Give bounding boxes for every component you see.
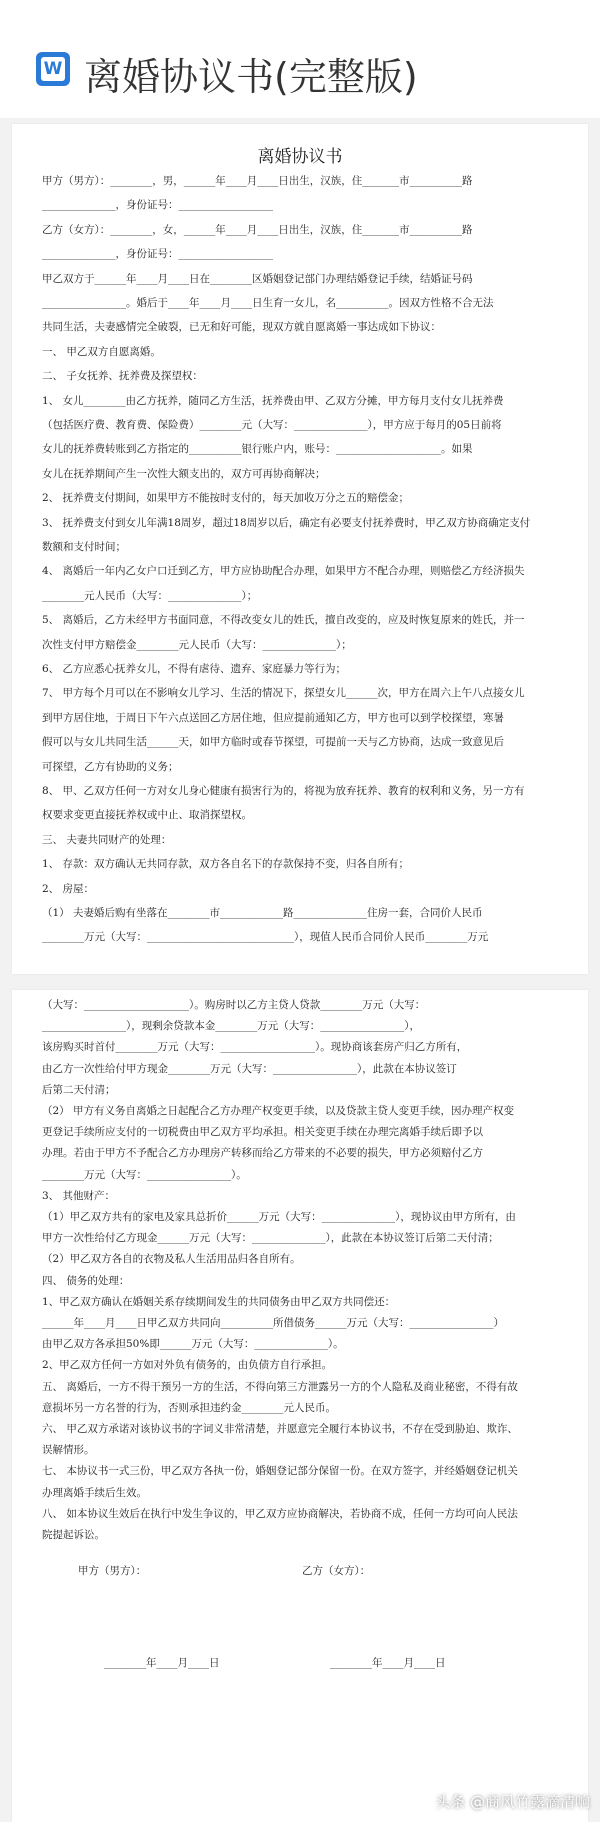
document-title: 离婚协议书 [257, 147, 343, 167]
word-icon: W [36, 52, 70, 86]
document-page-1 [12, 124, 588, 974]
document-line: （包括医疗费、教育费、保险费）________元（大写：______________），甲方应于每月的05日前将 [42, 419, 502, 431]
document-line: 2、 抚养费支付期间，如果甲方不能按时支付的，每天加收万分之五的赔偿金； [42, 492, 410, 505]
document-line: 4、 离婚后一年内乙女户口迁到乙方，甲方应协助配合办理，如果甲方不配合办理，则赔偿乙方经济损失 [42, 565, 525, 578]
document-line: 后第二天付清； [42, 1083, 116, 1096]
signature-date-b: ________年____月____日 [330, 1657, 446, 1669]
document-line: 二、 子女抚养、抚养费及探望权： [42, 370, 203, 383]
document-line: 院提起诉讼。 [42, 1529, 105, 1541]
document-line: ______________，身份证号：__________________ [42, 199, 273, 212]
document-line: 1、 女儿________由乙方抚养，随同乙方生活，抚养费由甲、乙双方分摊，甲方每月支付女儿抚养费 [42, 394, 504, 407]
document-line: ________万元（大写：________________）。 [42, 1168, 247, 1181]
document-line: （1）甲乙双方共有的家电及家具总折价______万元（大写：______________），现协议由甲方所有，由 [42, 1211, 516, 1223]
document-line: ______________，身份证号：__________________ [42, 248, 273, 261]
signature-date-a: ________年____月____日 [104, 1657, 220, 1669]
document-line: 1、 存款：双方确认无共同存款，双方各自名下的存款保持不变，归各自所有； [42, 858, 410, 871]
document-line: 数额和支付时间； [42, 541, 126, 553]
document-line: 权要求变更直接抚养权或中止、取消探望权。 [42, 809, 252, 822]
document-line: ________元人民币（大写：______________）； [42, 589, 258, 602]
document-line: 甲方（男方）：________，男，______年____月____日出生，汉族，住_______市__________路 [42, 175, 473, 187]
document-line: 乙方（女方）：________，女，______年____月____日出生，汉族，住_______市__________路 [42, 223, 473, 236]
document-line: ______年____月____日甲乙双方共同向__________所借债务______万元（大写：________________） [42, 1317, 504, 1329]
document-line: （2）甲乙双方各自的衣物及私人生活用品归各自所有。 [42, 1253, 301, 1266]
document-line: 次性支付甲方赔偿金________元人民币（大写：______________）； [42, 638, 352, 651]
document-line: 1、甲乙双方确认在婚姻关系存续期间发生的共同债务由甲乙双方共同偿还： [42, 1295, 396, 1308]
document-line: 7、 甲方每个月可以在不影响女儿学习、生活的情况下，探望女儿______次，甲方在周六上午八点接女儿 [42, 687, 525, 700]
document-line: 可探望，乙方有协助的义务； [42, 760, 179, 773]
document-line: 误解情形。 [42, 1444, 95, 1457]
document-line: 甲方一次性给付乙方现金______万元（大写：______________），此款在本协议签订后第二天付清； [42, 1232, 499, 1245]
document-line: 意损坏另一方名誉的行为，否则承担违约金________元人民币。 [42, 1401, 336, 1414]
document-line: 女儿的抚养费转账到乙方指定的__________银行账户内，账号：____________________。如果 [42, 443, 473, 456]
document-line: 办理离婚手续后生效。 [42, 1486, 147, 1499]
document-line: （1） 夫妻婚后购有坐落在________市____________路______________住房一套，合同价人民币 [42, 907, 483, 919]
document-line: 6、 乙方应悉心抚养女儿，不得有虐待、遗弃、家庭暴力等行为； [42, 663, 347, 675]
document-line: 五、 离婚后，一方不得干预另一方的生活，不得向第三方泄露另一方的个人隐私及商业秘密，不得有故 [42, 1380, 518, 1393]
document-line: 2、 房屋： [42, 882, 95, 895]
document-line: 由甲乙双方各承担50%即______万元（大写：______________）。 [42, 1338, 344, 1351]
document-line: 假可以与女儿共同生活______天，如甲方临时或春节探望，可提前一天与乙方协商，达成一致意见后 [42, 736, 504, 749]
header-title: 离婚协议书(完整版) [84, 55, 418, 99]
document-line: ________万元（大写：____________________________），现值人民币合同价人民币________万元 [42, 931, 489, 944]
document-line: 办理。若由于甲方不予配合乙方办理房产转移而给乙方带来的不必要的损失，甲方必须赔付乙方 [42, 1147, 483, 1160]
document-line: 5、 离婚后，乙方未经甲方书面同意，不得改变女儿的姓氏，擅自改变的，应及时恢复原来的姓氏，并一 [42, 614, 525, 627]
document-line: 七、 本协议书一式三份，甲乙双方各执一份，婚姻登记部分保留一份。在双方签字，并经婚姻登记机关 [42, 1465, 518, 1478]
document-line: 三、 夫妻共同财产的处理： [42, 833, 172, 846]
document-line: ________________。婚后于____年____月____日生育一女儿，名__________。因双方性格不合无法 [42, 297, 494, 309]
document-line: 四、 债务的处理： [42, 1274, 130, 1287]
document-line: ________________），现剩余贷款本金________万元（大写：________________）， [42, 1020, 420, 1033]
document-line: 一、 甲乙双方自愿离婚。 [42, 345, 161, 358]
signature-party-a: 甲方（男方）： [78, 1565, 147, 1577]
document-page-2 [12, 990, 588, 1822]
document-line: 3、 抚养费支付到女儿年满18周岁，超过18周岁以后，确定有必要支付抚养费时，甲乙双方协商确定支付 [42, 516, 531, 529]
document-line: 甲乙双方于______年____月____日在________区婚姻登记部门办理结婚登记手续，结婚证号码 [42, 272, 473, 285]
document-line: 六、 甲乙双方承诺对该协议书的字词义非常清楚，并愿意完全履行本协议书，不存在受到胁迫、欺诈、 [42, 1423, 518, 1435]
document-line: 8、 甲、乙双方任何一方对女儿身心健康有损害行为的，将视为放弃抚养、教育的权利和义务，另一方有 [42, 785, 525, 797]
document-line: 3、 其他财产： [42, 1189, 116, 1202]
document-line: 该房购买时首付________万元（大写：__________________）。现协商该套房产归乙方所有， [42, 1041, 468, 1054]
document-line: （2） 甲方有义务自离婚之日起配合乙方办理产权变更手续，以及贷款主贷人变更手续，因办理产权变 [42, 1105, 515, 1117]
document-line: 到甲方居住地，于周日下午六点送回乙方居住地，但应提前通知乙方，甲方也可以到学校探望，寒暑 [42, 711, 504, 724]
document-line: 八、 如本协议生效后在执行中发生争议的，甲乙双方应协商解决，若协商不成，任何一方均可向人民法 [42, 1507, 518, 1520]
document-line: （大写：____________________）。购房时以乙方主贷人贷款________万元（大写： [42, 999, 426, 1011]
header-bar [0, 0, 600, 118]
document-line: 由乙方一次性给付甲方现金________万元（大写：________________），此款在本协议签订 [42, 1062, 457, 1075]
signature-party-b: 乙方（女方）： [302, 1565, 371, 1577]
watermark: 头条 @商风竹露滴清响 [435, 1793, 590, 1811]
document-line: 共同生活，夫妻感情完全破裂，已无和好可能，现双方就自愿离婚一事达成如下协议： [42, 321, 441, 334]
document-line: 2、甲乙双方任何一方如对外负有债务的，由负债方自行承担。 [42, 1359, 333, 1372]
document-line: 女儿在抚养期间产生一次性大额支出的，双方可再协商解决； [42, 467, 326, 480]
document-line: 更登记手续所应支付的一切税费由甲乙双方平均承担。相关变更手续在办理完离婚手续后即予以 [42, 1126, 483, 1139]
